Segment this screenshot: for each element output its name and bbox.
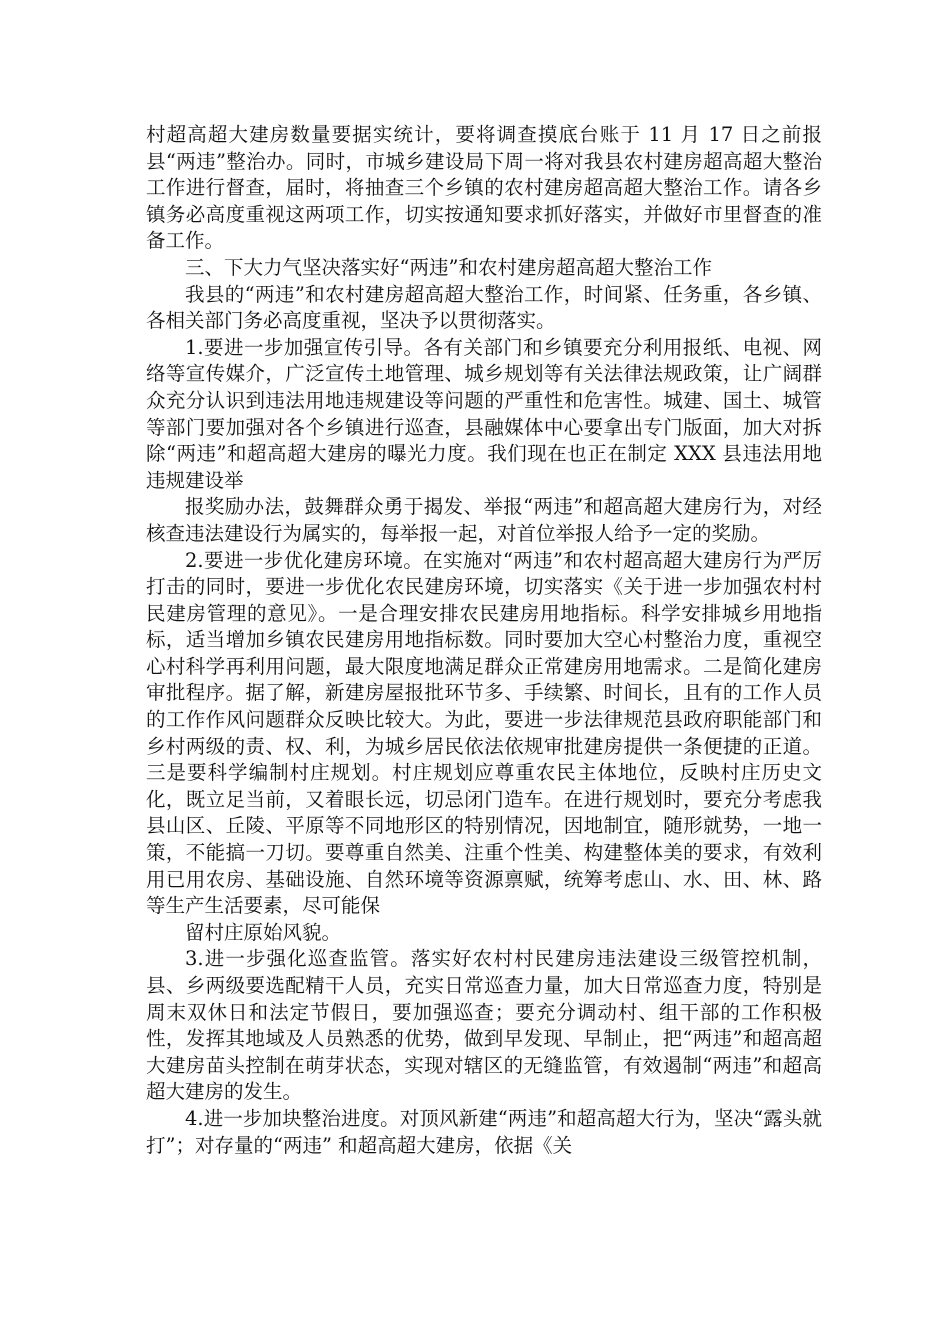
paragraph-item-4: 4.进一步加块整治进度。对顶风新建“两违”和超高超大行为，坚决“露头就打”；对存量的“两违” 和超高超大建房，依据《关 (146, 1106, 822, 1157)
paragraph-item-3: 3.进一步强化巡查监管。落实好农村村民建房违法建设三级管控机制，县、乡两级要选配精干人员，充实日常巡查力量，加大日常巡查力度，特别是周末双休日和法定节假日，要加强巡查；要充分调动村、组干部的工作积极性，发挥其地域及人员熟悉的优势，做到早发现、早制止，把“两违”和超高超大建房苗头控制在萌芽状态，实现对辖区的无缝监管，有效遏制“两违”和超高超大建房的发生。 (146, 947, 822, 1104)
paragraph-item-1-continued: 报奖励办法，鼓舞群众勇于揭发、举报“两违”和超高超大建房行为，对经核查违法建设行为属实的，每举报一起，对首位举报人给予一定的奖励。 (146, 495, 822, 545)
document-page (146, 122, 822, 1159)
paragraph-item-1: 1.要进一步加强宣传引导。各有关部门和乡镇要充分利用报纸、电视、网络等宣传媒介，广泛宣传土地管理、城乡规划等有关法律法规政策，让广阔群众充分认识到违法用地违规建设等问题的严重性和危害性。城建、国土、城管等部门要加强对各个乡镇进行巡查，县融媒体中心要拿出专门版面，加大对拆除“两违”和超高超大建房的曝光力度。我们现在也正在制定 XXX 县违法用地违规建设举 (146, 335, 822, 492)
paragraph-2: 我县的“两违”和农村建房超高超大整治工作，时间紧、任务重，各乡镇、各相关部门务必高度重视，坚决予以贯彻落实。 (146, 282, 822, 333)
paragraph-1: 村超高超大建房数量要据实统计，要将调查摸底台账于 11 月 17 日之前报县“两违”整治办。同时，市城乡建设局下周一将对我县农村建房超高超大整治工作进行督查，届时，将抽查三个乡镇的农村建房超高超大整治工作。请各乡镇务必高度重视这两项工作，切实按通知要求抓好落实，并做好市里督查的准备工作。 (146, 123, 822, 253)
paragraph-item-2: 2.要进一步优化建房环境。在实施对“两违”和农村超高超大建房行为严厉打击的同时，要进一步优化农民建房环境，切实落实《关于进一步加强农村村民建房管理的意见》。一是合理安排农民建房用地指标。科学安排城乡用地指标，适当增加乡镇农民建房用地指标数。同时要加大空心村整治力度，重视空心村科学再利用问题，最大限度地满足群众正常建房用地需求。二是简化建房审批程序。据了解，新建房屋报批环节多、手续繁、时间长，且有的工作人员的工作作风问题群众反映比较大。为此，要进一步法律规范县政府职能部门和乡村两级的责、权、利，为城乡居民依法依规审批建房提供一条便捷的正道。三是要科学编制村庄规划。村庄规划应尊重农民主体地位，反映村庄历史文化，既立足当前，又着眼长远，切忌闭门造车。在进行规划时，要充分考虑我县山区、丘陵、平原等不同地形区的特别情况，因地制宜，随形就势，一地一策，不能搞一刀切。要尊重自然美、注重个性美、构建整体美的要求，有效利用已用农房、基础设施、自然环境等资源禀赋，统筹考虑山、水、田、林、路等生产生活要素，尽可能保 (146, 548, 822, 918)
section-heading-3: 三、下大力气坚决落实好“两违”和农村建房超高超大整治工作 (185, 255, 712, 279)
paragraph-item-2-continued: 留村庄原始风貌。 (185, 920, 342, 944)
